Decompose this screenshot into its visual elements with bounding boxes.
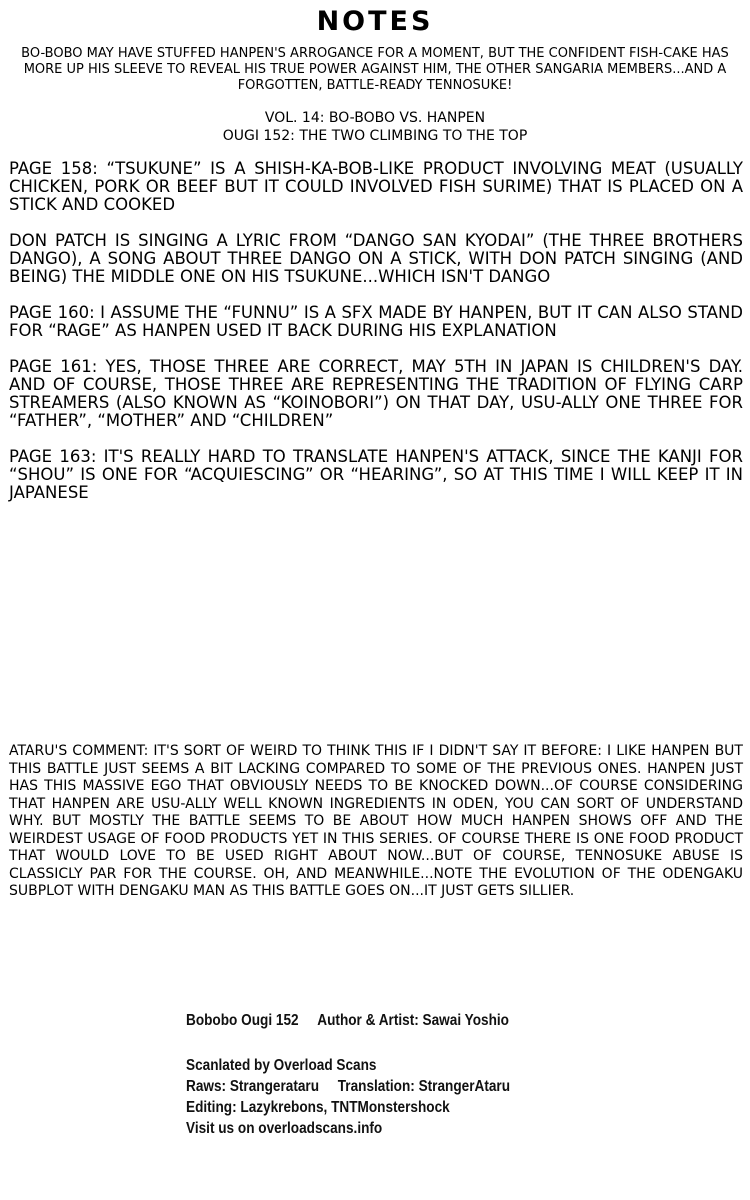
visit-site-text: Visit us on overloadscans.info — [186, 1120, 383, 1137]
editing-credit: Editing: Lazykrebons, TNTMonstershock — [186, 1099, 450, 1116]
series-label: Bobobo Ougi 152 — [186, 1012, 299, 1029]
credits-series-line — [186, 1010, 628, 1031]
author-label: Author & Artist: Sawai Yoshio — [317, 1012, 509, 1029]
page-title: NOTES — [316, 6, 434, 37]
note-page-161: PAGE 161: YES, THOSE THREE ARE CORRECT, MAY 5TH IN JAPAN IS CHILDREN'S DAY. AND OF COURSE, THOSE THREE ARE REPRESENTING THE TRADITION OF FLYING CARP STREAMERS (ALSO KNOWN AS “KOINOBORI”) ON THAT DAY, USU-ALLY ONE THREE FOR “FATHER”, “MOTHER” AND “CHILDREN” — [9, 357, 743, 430]
translator-comment: ATARU'S COMMENT: IT'S SORT OF WEIRD TO THINK THIS IF I DIDN'T SAY IT BEFORE: I LIKE HANPEN BUT THIS BATTLE JUST SEEMS A BIT LACKING COMPARED TO SOME OF THE PREVIOUS ONES. HANPEN JUST HAS THIS MASSIVE EGO THAT OBVIOUSLY NEEDS TO BE KNOCKED DOWN...OF COURSE CONSIDERING THAT HANPEN ARE USU-ALLY WELL KNOWN INGREDIENTS IN ODEN, YOU CAN SORT OF UNDERSTAND WHY. BUT MOSTLY THE BATTLE SEEMS TO BE ABOUT HOW MUCH HANPEN SHOWS OFF AND THE WEIRDEST USAGE OF FOOD PRODUCTS YET IN THIS SERIES. OF COURSE THERE IS ONE FOOD PRODUCT THAT WOULD LOVE TO BE USED RIGHT ABOUT NOW...BUT OF COURSE, TENNOSUKE ABUSE IS CLASSICLY PAR FOR THE COURSE. OH, AND MEANWHILE...NOTE THE EVOLUTION OF THE ODENGAKU SUBPLOT WITH DENGAKU MAN AS THIS BATTLE GOES ON...IT JUST GETS SILLIER. — [9, 743, 743, 899]
intro-text: BO-BOBO MAY HAVE STUFFED HANPEN'S ARROGANCE FOR A MOMENT, BUT THE CONFIDENT FISH-CAKE HAS MORE UP HIS SLEEVE TO REVEAL HIS TRUE POWER AGAINST HIM, THE OTHER SANGARIA MEMBERS...AND A FORGOTTEN, BATTLE-READY TENNOSUKE! — [21, 46, 729, 93]
note-page-163: PAGE 163: IT'S REALLY HARD TO TRANSLATE HANPEN'S ATTACK, SINCE THE KANJI FOR “SHOU” IS ONE FOR “ACQUIESCING” OR “HEARING”, SO AT THIS TIME I WILL KEEP IT IN JAPANESE — [9, 447, 743, 502]
volume-header — [0, 109, 750, 145]
raws-translation-line — [186, 1076, 628, 1097]
credits-block — [186, 1010, 628, 1139]
note-page-158: PAGE 158: “TSUKUNE” IS A SHISH-KA-BOB-LIKE PRODUCT INVOLVING MEAT (USUALLY CHICKEN, PORK OR BEEF BUT IT COULD INVOLVED FISH SURIME) THAT IS PLACED ON A STICK AND COOKED — [9, 159, 743, 214]
chapter-title: OUGI 152: THE TWO CLIMBING TO THE TOP — [222, 128, 528, 144]
volume-title: VOL. 14: BO-BOBO VS. HANPEN — [264, 110, 486, 126]
translation-credit: Translation: StrangerAtaru — [337, 1078, 511, 1095]
raws-credit: Raws: Strangerataru — [186, 1078, 320, 1095]
note-dango-song: DON PATCH IS SINGING A LYRIC FROM “DANGO SAN KYODAI” (THE THREE BROTHERS DANGO), A SONG ABOUT THREE DANGO ON A STICK, WITH DON PATCH SINGING (AND BEING) THE MIDDLE ONE ON HIS TSUKUNE...WHICH ISN'T DANGO — [9, 231, 743, 286]
notes-list — [9, 160, 743, 520]
scanlated-by: Scanlated by Overload Scans — [186, 1057, 377, 1074]
note-page-160: PAGE 160: I ASSUME THE “FUNNU” IS A SFX MADE BY HANPEN, BUT IT CAN ALSO STAND FOR “RAGE” AS HANPEN USED IT BACK DURING HIS EXPLANATION — [9, 303, 743, 340]
